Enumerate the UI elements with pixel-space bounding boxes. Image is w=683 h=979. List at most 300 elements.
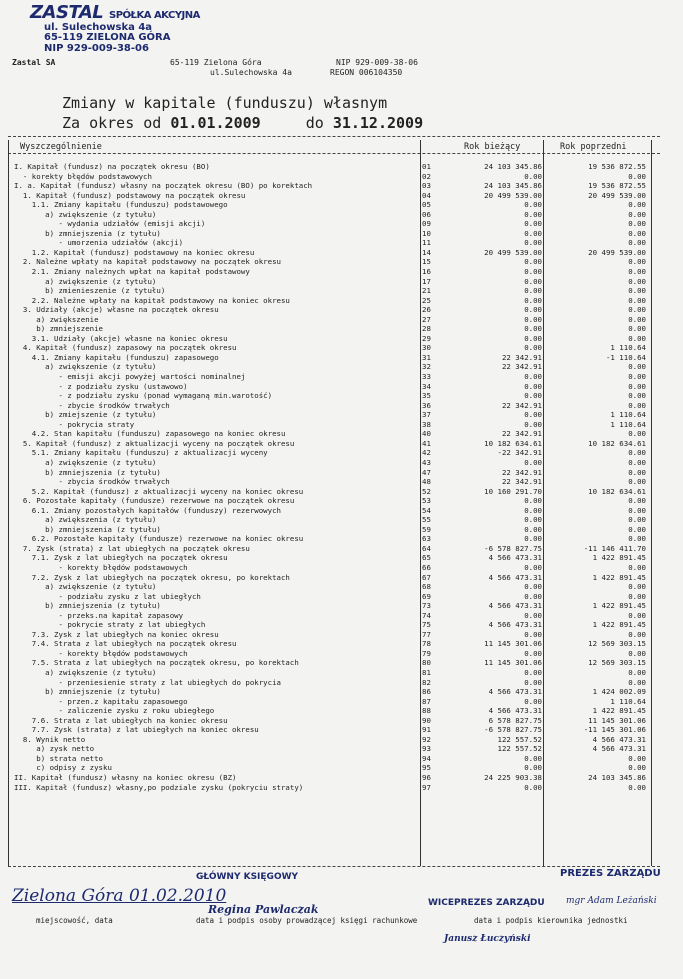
row-code: 74 (422, 610, 431, 620)
row-label: - wydania udziałów (emisji akcji) (14, 219, 206, 229)
row-current-value: -6 578 827.75 (484, 725, 542, 735)
row-previous-value: 11 145 301.06 (588, 715, 646, 725)
table-row (8, 573, 668, 583)
row-code: 82 (422, 677, 431, 687)
row-previous-value: 1 422 891.45 (592, 601, 646, 611)
row-label: I. a. Kapitał (fundusz) własny na początek okresu (BO) po korektach (14, 181, 313, 191)
accountant-caption: data i podpis osoby prowadzącej księgi rachunkowe (196, 916, 418, 925)
row-current-value: 122 557.52 (497, 744, 542, 754)
table-header-rule (8, 153, 660, 154)
table-row (8, 343, 668, 353)
table-row (8, 678, 668, 688)
date-from: 01.01.2009 (170, 114, 261, 132)
row-previous-value: 0.00 (628, 219, 646, 229)
table-row (8, 181, 668, 191)
row-code: 92 (422, 734, 431, 744)
table-row (8, 267, 668, 277)
row-previous-value: 0.00 (628, 496, 646, 506)
table-row (8, 172, 668, 182)
row-label: - z podziału zysku (ustawowo) (14, 381, 188, 391)
row-previous-value: 10 182 634.61 (588, 438, 646, 448)
header-company: Zastal SA (12, 58, 56, 67)
row-label: - przen.z kapitału zapasowego (14, 696, 188, 706)
row-previous-value: 0.00 (628, 238, 646, 248)
row-code: 80 (422, 658, 431, 668)
row-code: 97 (422, 782, 431, 792)
row-current-value: 0.00 (524, 381, 542, 391)
row-previous-value: 0.00 (628, 448, 646, 458)
period-line (62, 114, 423, 132)
row-label: 1.2. Kapitał (fundusz) podstawowy na koniec okresu (14, 247, 255, 257)
row-code: 96 (422, 773, 431, 782)
row-current-value: 22 342.91 (501, 400, 542, 410)
row-previous-value: 0.00 (628, 314, 646, 324)
row-previous-value: 0.00 (628, 381, 646, 391)
row-current-value: 4 566 473.31 (488, 553, 542, 563)
table-row (8, 601, 668, 611)
row-code: 11 (422, 238, 431, 248)
row-current-value: 0.00 (524, 782, 542, 792)
row-current-value: 10 182 634.61 (484, 438, 542, 448)
row-previous-value: 0.00 (628, 524, 646, 534)
row-code: 93 (422, 744, 431, 754)
table-row (8, 448, 668, 458)
table-row (8, 706, 668, 716)
table-row (8, 525, 668, 535)
table-row (8, 315, 668, 325)
table-row (8, 353, 668, 363)
row-label: 5.2. Kapitał (fundusz) z aktualizacji wyceny na koniec okresu (14, 486, 304, 496)
row-label: 1. Kapitał (fundusz) podstawowy na początek okresu (14, 190, 246, 200)
row-current-value: 4 566 473.31 (488, 706, 542, 716)
row-current-value: 0.00 (524, 410, 542, 420)
row-label: b) zmniejszenia (z tytułu) (14, 228, 161, 238)
president-stamp: PREZES ZARZĄDU (560, 868, 661, 879)
row-code: 37 (422, 410, 431, 420)
row-previous-value: 1 424 002.09 (592, 687, 646, 697)
row-code: 34 (422, 381, 431, 391)
row-current-value: 0.00 (524, 524, 542, 534)
table-row (8, 697, 668, 707)
row-code: 69 (422, 591, 431, 601)
row-current-value: 22 342.91 (501, 429, 542, 439)
row-previous-value: -11 146 411.70 (583, 543, 646, 553)
row-current-value: 20 499 539.00 (484, 247, 542, 257)
row-code: 67 (422, 572, 431, 582)
row-previous-value: 0.00 (628, 324, 646, 334)
row-current-value: 0.00 (524, 305, 542, 315)
row-previous-value: 0.00 (628, 267, 646, 277)
row-label: 7.1. Zysk z lat ubiegłych na początek okresu (14, 553, 228, 563)
row-current-value: 11 145 301.06 (484, 639, 542, 649)
row-label: - pokrycia straty (14, 419, 135, 429)
row-previous-value: 0.00 (628, 362, 646, 372)
table-row (8, 735, 668, 745)
row-label: 3.1. Udziały (akcje) własne na koniec okresu (14, 333, 228, 343)
row-code: 32 (422, 362, 431, 372)
date-to: 31.12.2009 (332, 114, 424, 132)
row-previous-value: 0.00 (628, 400, 646, 410)
table-row (8, 305, 668, 315)
row-previous-value: 0.00 (628, 257, 646, 267)
row-label: b) zmniejszenie (14, 324, 103, 334)
row-current-value: 0.00 (524, 391, 542, 401)
row-current-value: 0.00 (524, 696, 542, 706)
row-code: 77 (422, 629, 431, 639)
row-previous-value: 0.00 (628, 295, 646, 305)
row-current-value: 20 499 539.00 (484, 190, 542, 200)
row-label: b) strata netto (14, 753, 103, 763)
row-current-value: 4 566 473.31 (488, 572, 542, 582)
row-label: a) zysk netto (14, 744, 95, 754)
row-code: 88 (422, 706, 431, 716)
row-current-value: 0.00 (524, 228, 542, 238)
row-previous-value: 0.00 (628, 333, 646, 343)
table-row (8, 458, 668, 468)
row-code: 17 (422, 276, 431, 286)
row-previous-value: -11 145 301.06 (583, 725, 646, 735)
row-current-value: 0.00 (524, 534, 542, 544)
row-previous-value: 0.00 (628, 505, 646, 515)
row-current-value: 0.00 (524, 763, 542, 773)
row-previous-value: 1 110.64 (610, 410, 646, 420)
table-row (8, 439, 668, 449)
row-current-value: 0.00 (524, 562, 542, 572)
row-previous-value: 0.00 (628, 667, 646, 677)
row-label: a) zwiększenie (z tytułu) (14, 276, 157, 286)
row-label: 3. Udziały (akcje) własne na początek okresu (14, 305, 219, 315)
table-row (8, 716, 668, 726)
row-current-value: 22 342.91 (501, 362, 542, 372)
row-previous-value: 0.00 (628, 457, 646, 467)
table-row (8, 639, 668, 649)
row-code: 73 (422, 601, 431, 611)
row-code: 75 (422, 620, 431, 630)
row-code: 38 (422, 419, 431, 429)
row-label: - podziału zysku z lat ubiegłych (14, 591, 201, 601)
row-code: 27 (422, 314, 431, 324)
row-current-value: 22 342.91 (501, 477, 542, 487)
row-previous-value: 0.00 (628, 429, 646, 439)
row-current-value: 0.00 (524, 314, 542, 324)
row-previous-value: 0.00 (628, 648, 646, 658)
table-row (8, 725, 668, 735)
row-code: 09 (422, 219, 431, 229)
row-current-value: 0.00 (524, 372, 542, 382)
row-code: 04 (422, 190, 431, 200)
row-code: 25 (422, 295, 431, 305)
row-label: - korekty błędów podstawowych (14, 171, 152, 181)
table-row (8, 248, 668, 258)
table-row (8, 506, 668, 516)
row-previous-value: 1 110.64 (610, 343, 646, 353)
row-code: 78 (422, 639, 431, 649)
row-current-value: 0.00 (524, 219, 542, 229)
table-row (8, 410, 668, 420)
row-current-value: 4 566 473.31 (488, 620, 542, 630)
row-code: 52 (422, 486, 431, 496)
row-label: 5. Kapitał (fundusz) z aktualizacji wyceny na początek okresu (14, 438, 295, 448)
row-current-value: 0.00 (524, 171, 542, 181)
row-previous-value: 10 182 634.61 (588, 486, 646, 496)
row-label: 2.1. Zmiany należnych wpłat na kapitał podstawowy (14, 267, 250, 277)
row-current-value: 0.00 (524, 629, 542, 639)
page-title: Zmiany w kapitale (funduszu) własnym (62, 94, 388, 112)
row-label: 7.2. Zysk z lat ubiegłych na początek okresu, po korektach (14, 572, 290, 582)
row-current-value: 0.00 (524, 238, 542, 248)
row-code: 79 (422, 648, 431, 658)
row-label: b) zmniejszenie (z tytułu) (14, 687, 161, 697)
row-label: b) zmniejszenia (z tytułu) (14, 524, 161, 534)
row-current-value: 0.00 (524, 257, 542, 267)
row-current-value: 0.00 (524, 457, 542, 467)
row-previous-value: 19 536 872.55 (588, 162, 646, 171)
equity-changes-table (8, 162, 668, 792)
table-row (8, 744, 668, 754)
vice-president-name: Janusz Łuczyński (444, 934, 531, 944)
row-current-value: 11 145 301.06 (484, 658, 542, 668)
table-row (8, 401, 668, 411)
row-previous-value: 0.00 (628, 228, 646, 238)
row-previous-value: 0.00 (628, 591, 646, 601)
row-previous-value: 0.00 (628, 209, 646, 219)
row-label: 4.2. Stan kapitału (funduszu) zapasowego na koniec okresu (14, 429, 286, 439)
header-address1: 65-119 Zielona Góra (170, 58, 262, 67)
row-previous-value: 1 422 891.45 (592, 620, 646, 630)
row-current-value: 24 103 345.86 (484, 181, 542, 191)
vice-president-stamp: WICEPREZES ZARZĄDU (428, 898, 545, 908)
row-current-value: 0.00 (524, 286, 542, 296)
table-row (8, 611, 668, 621)
row-code: 54 (422, 505, 431, 515)
table-row (8, 219, 668, 229)
board-caption: data i podpis kierownika jednostki (474, 916, 628, 925)
stamp-company-form: SPÓŁKA AKCYJNA (109, 10, 200, 21)
row-current-value: 0.00 (524, 496, 542, 506)
row-code: 31 (422, 352, 431, 362)
row-label: 2. Należne wpłaty na kapitał podstawowy na początek okresu (14, 257, 281, 267)
table-row (8, 649, 668, 659)
row-previous-value: 0.00 (628, 763, 646, 773)
row-code: 43 (422, 457, 431, 467)
row-current-value: 24 103 345.86 (484, 162, 542, 171)
row-previous-value: 0.00 (628, 582, 646, 592)
row-code: 55 (422, 515, 431, 525)
row-label: a) zwiększenie (z tytułu) (14, 667, 157, 677)
row-previous-value: 0.00 (628, 477, 646, 487)
row-code: 86 (422, 687, 431, 697)
row-label: - z podziału zysku (ponad wymaganą min.warotość) (14, 391, 273, 401)
row-label: 7.7. Zysk (strata) z lat ubiegłych na koniec okresu (14, 725, 259, 735)
row-label: - korekty błędów podstawowych (14, 648, 188, 658)
row-previous-value: -1 110.64 (605, 352, 646, 362)
row-previous-value: 0.00 (628, 200, 646, 210)
row-previous-value: 20 499 539.00 (588, 247, 646, 257)
row-current-value: 0.00 (524, 200, 542, 210)
table-row (8, 429, 668, 439)
table-row (8, 477, 668, 487)
table-top-rule (8, 136, 660, 137)
row-previous-value: 0.00 (628, 276, 646, 286)
row-code: 01 (422, 162, 431, 171)
row-previous-value: 0.00 (628, 515, 646, 525)
stamp-city: 65-119 ZIELONA GÓRA (44, 32, 171, 44)
row-previous-value: 0.00 (628, 391, 646, 401)
table-row (8, 382, 668, 392)
row-code: 36 (422, 400, 431, 410)
row-current-value: 4 566 473.31 (488, 601, 542, 611)
row-previous-value: 12 569 303.15 (588, 639, 646, 649)
row-previous-value: 24 103 345.86 (588, 773, 646, 782)
table-row (8, 286, 668, 296)
table-row (8, 200, 668, 210)
row-code: 26 (422, 305, 431, 315)
row-label: II. Kapitał (fundusz) własny na koniec okresu (BZ) (14, 773, 237, 782)
row-previous-value: 1 110.64 (610, 419, 646, 429)
row-current-value: 0.00 (524, 677, 542, 687)
row-previous-value: 4 566 473.31 (592, 744, 646, 754)
table-row (8, 658, 668, 668)
row-label: 1.1. Zmiany kapitału (funduszu) podstawowego (14, 200, 228, 210)
chief-accountant-stamp: GŁÓWNY KSIĘGOWY (196, 872, 299, 882)
row-current-value: 0.00 (524, 276, 542, 286)
row-label: 7.3. Zysk z lat ubiegłych na koniec okresu (14, 629, 219, 639)
row-label: b) zmiejszenie (z tytułu) (14, 410, 157, 420)
table-row (8, 420, 668, 430)
row-current-value: 22 342.91 (501, 467, 542, 477)
row-code: 41 (422, 438, 431, 448)
row-code: 48 (422, 477, 431, 487)
col-header-previous: Rok poprzedni (560, 142, 627, 152)
row-label: - zbycia środków trwałych (14, 477, 170, 487)
row-current-value: 122 557.52 (497, 734, 542, 744)
table-row (8, 324, 668, 334)
row-previous-value: 1 110.64 (610, 696, 646, 706)
row-code: 10 (422, 228, 431, 238)
row-label: - przeks.na kapitał zapasowy (14, 610, 184, 620)
row-label: c) odpisy z zysku (14, 763, 112, 773)
row-current-value: 0.00 (524, 648, 542, 658)
row-label: 6. Pozostałe kapitały (fundusze) rezerwowe na początek okresu (14, 496, 295, 506)
table-bottom-rule (8, 866, 660, 867)
table-row (8, 229, 668, 239)
row-code: 53 (422, 496, 431, 506)
table-row (8, 534, 668, 544)
header-regon: REGON 006104350 (330, 68, 403, 77)
row-label: - zbycie środków trwałych (14, 400, 170, 410)
row-label: a) zwiększenia (z tytułu) (14, 515, 157, 525)
row-label: 6.2. Pozostałe kapitały (fundusze) rezerwowe na koniec okresu (14, 534, 304, 544)
row-current-value: 0.00 (524, 343, 542, 353)
table-row (8, 162, 668, 172)
table-row (8, 257, 668, 267)
row-code: 87 (422, 696, 431, 706)
row-label: III. Kapitał (fundusz) własny,po podziale zysku (pokryciu straty) (14, 782, 304, 792)
row-current-value: 0.00 (524, 267, 542, 277)
table-row (8, 783, 668, 793)
row-label: 7.6. Strata z lat ubiegłych na koniec okresu (14, 715, 228, 725)
row-current-value: -6 578 827.75 (484, 543, 542, 553)
row-previous-value: 1 422 891.45 (592, 706, 646, 716)
row-code: 29 (422, 333, 431, 343)
row-previous-value: 0.00 (628, 677, 646, 687)
date-to-prefix: do (305, 114, 324, 132)
row-label: a) zwiększenie (z tytułu) (14, 209, 157, 219)
row-previous-value: 19 536 872.55 (588, 181, 646, 191)
president-name: mgr Adam Leżański (566, 896, 657, 906)
chief-accountant-name: Regina Pawlaczak (208, 903, 319, 916)
row-label: - przeniesienie straty z lat ubiegłych do pokrycia (14, 677, 281, 687)
row-current-value: 24 225 903.38 (484, 773, 542, 782)
row-label: 2.2. Należne wpłaty na kapitał podstawowy na koniec okresu (14, 295, 290, 305)
row-previous-value: 0.00 (628, 286, 646, 296)
row-current-value: 0.00 (524, 505, 542, 515)
row-current-value: 4 566 473.31 (488, 687, 542, 697)
table-row (8, 487, 668, 497)
table-row (8, 668, 668, 678)
row-current-value: -22 342.91 (497, 448, 542, 458)
table-row (8, 391, 668, 401)
row-label: 7. Zysk (strata) z lat ubiegłych na początek okresu (14, 543, 250, 553)
row-current-value: 0.00 (524, 610, 542, 620)
row-code: 81 (422, 667, 431, 677)
row-label: 4. Kapitał (fundusz) zapasowy na początek okresu (14, 343, 237, 353)
row-previous-value: 0.00 (628, 467, 646, 477)
stamp-street: ul. Sulechowska 4a (44, 21, 153, 33)
row-code: 47 (422, 467, 431, 477)
table-row (8, 496, 668, 506)
row-previous-value: 0.00 (628, 610, 646, 620)
row-code: 66 (422, 562, 431, 572)
col-header-desc: Wyszczególnienie (20, 142, 102, 152)
place-date-caption: miejscowość, data (36, 916, 113, 925)
row-current-value: 0.00 (524, 515, 542, 525)
place-date-handwritten: Zielona Góra 01.02.2010 (12, 886, 227, 906)
row-label: 7.5. Strata z lat ubiegłych na początek okresu, po korektach (14, 658, 299, 668)
row-label: 8. Wynik netto (14, 734, 86, 744)
row-current-value: 0.00 (524, 582, 542, 592)
table-row (8, 582, 668, 592)
row-previous-value: 20 499 539.00 (588, 190, 646, 200)
row-code: 65 (422, 553, 431, 563)
company-stamp (30, 4, 200, 54)
header-nip: NIP 929-009-38-06 (336, 58, 418, 67)
row-code: 14 (422, 247, 431, 257)
row-current-value: 0.00 (524, 419, 542, 429)
row-label: b) zmniejszenia (z tytułu) (14, 467, 161, 477)
row-code: 33 (422, 372, 431, 382)
table-row (8, 277, 668, 287)
row-code: 40 (422, 429, 431, 439)
row-code: 21 (422, 286, 431, 296)
col-header-current: Rok bieżący (464, 142, 521, 152)
row-label: - korekty błędów podstawowych (14, 562, 188, 572)
table-row (8, 630, 668, 640)
row-code: 91 (422, 725, 431, 735)
row-code: 16 (422, 267, 431, 277)
row-code: 05 (422, 200, 431, 210)
table-row (8, 468, 668, 478)
stamp-company-name: ZASTAL (30, 2, 104, 23)
row-code: 30 (422, 343, 431, 353)
period-prefix: Za okres od (62, 114, 162, 132)
row-code: 68 (422, 582, 431, 592)
row-label: a) zwiększenie (z tytułu) (14, 362, 157, 372)
row-label: - pokrycie straty z lat ubiegłych (14, 620, 206, 630)
header-address2: ul.Sulechowska 4a (210, 68, 292, 77)
table-row (8, 544, 668, 554)
row-code: 59 (422, 524, 431, 534)
